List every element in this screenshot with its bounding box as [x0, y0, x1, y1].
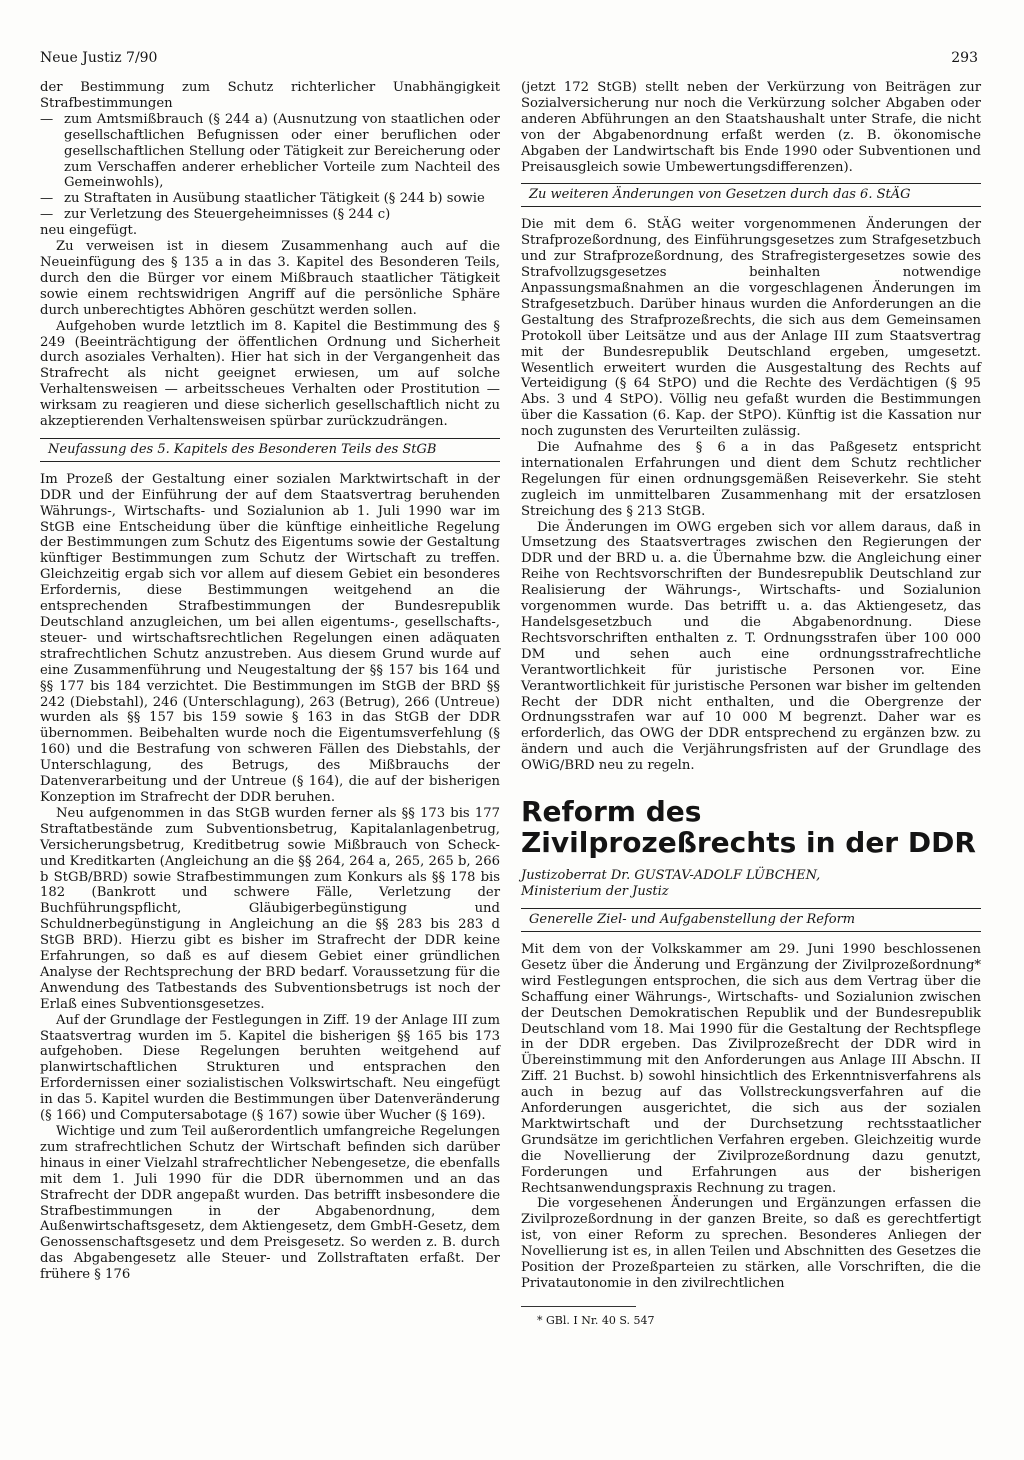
paragraph: Die Änderungen im OWG ergeben sich vor allem daraus, daß in Umsetzung des Staatsvertrages zwischen den Regierungen der DDR und der BRD u. a. die Übernahme bzw. die Angleichung einer Reihe von Rechtsvorschriften der Bundesrepublik Deutschland zur Realisierung der Währungs-, Wirtschafts- und Sozialunion vorgenommen wurde. Das betrifft u. a. das Aktiengesetz, das Handelsgesetzbuch und die Abgabenordnung. Diese Rechtsvorschriften enthalten z. T. Ordnungsstrafen über 100 000 DM und sehen auch eine ordnungsstrafrechtliche Verantwortlichkeit für juristische Personen vor. Eine Verantwortlichkeit für juristische Personen war bisher im geltenden Recht der DDR nicht enthalten, und die Obergrenze der Ordnungsstrafen war auf 10 000 M begrenzt. Daher war es erforderlich, das OWG der DDR entsprechend zu ergänzen bzw. zu ändern und auch die Verjährungsfristen auf der Grundlage des OWiG/BRD neu zu regeln. — [521, 519, 981, 774]
list-item: — zur Verletzung des Steuergeheimnisses (§ 244 c) — [40, 207, 500, 223]
paragraph: Die vorgesehenen Änderungen und Ergänzungen erfassen die Zivilprozeßordnung in der ganzen Breite, so daß es gerechtfertigt ist, von einer Reform zu sprechen. Besonderes Anliegen der Novellierung ist es, in allen Teilen und Abschnitten des Gesetzes die Position der Prozeßparteien zu stärken, alle Vorschriften, die die Privatautonomie in den zivilrechtlichen — [521, 1196, 981, 1291]
footnote: * GBl. I Nr. 40 S. 547 — [537, 1313, 655, 1327]
paragraph: (jetzt 172 StGB) stellt neben der Verkürzung von Beiträgen zur Sozialversicherung nur noch die Verkürzung solcher Abgaben oder anderen Abführungen an den Staatshaushalt unter Strafe, die nicht von der Abgabenordnung erfaßt werden (z. B. ökonomische Abgaben der Landwirtschaft bis Ende 1990 oder Subventionen und Preisausgleich sowie Umbewertungsdifferenzen). — [521, 80, 981, 175]
paragraph: Wichtige und zum Teil außerordentlich umfangreiche Regelungen zum strafrechtlichen Schutz der Wirtschaft befinden sich darüber hinaus in einer Vielzahl strafrechtlicher Nebengesetze, die ebenfalls mit dem 1. Juli 1990 für die DDR übernommen und an das Strafrecht der DDR angepaßt wurden. Das betrifft insbesondere die Strafbestimmungen in der Abgabenordnung, dem Außenwirtschaftsgesetz, dem Aktiengesetz, dem GmbH-Gesetz, dem Genossenschaftsgesetz und dem Preisgesetz. So werden z. B. durch das Abgabengesetz alle Steuer- und Zollstraftaten erfaßt. Der frühere § 176 — [40, 1124, 500, 1283]
paragraph: neu eingefügt. — [40, 223, 138, 239]
paragraph: Mit dem von der Volkskammer am 29. Juni 1990 beschlossenen Gesetz über die Änderung und Ergänzung der Zivilprozeßordnung* wird Festlegungen entsprochen, die sich aus dem Vertrag über die Schaffung einer Währungs-, Wirtschafts- und Sozialunion zwischen der Deutschen Demokratischen Republik und der Bundesrepublik Deutschland vom 18. Mai 1990 für die Gestaltung der Rechtspflege in der DDR ergeben. Das Zivilprozeßrecht der DDR wird in Übereinstimmung mit den Anforderungen aus Anlage III Abschn. II Ziff. 21 Buchst. b) sowohl hinsichtlich des Erkenntnisverfahrens als auch in bezug auf das Vollstreckungsverfahren auf die Anforderungen ausgerichtet, die sich aus der sozialen Marktwirtschaft und der Durchsetzung rechtsstaatlicher Grundsätze im gerichtlichen Verfahren ergeben. Gleichzeitig wurde die Novellierung der Zivilprozeßordnung dazu genutzt, Forderungen und Erfahrungen aus der bisherigen Rechtsanwendungspraxis Rechnung zu tragen. — [521, 941, 981, 1196]
section-subheading: Neufassung des 5. Kapitels des Besonderen Teils des StGB — [40, 438, 500, 462]
left-column — [40, 80, 500, 1283]
paragraph: Aufgehoben wurde letztlich im 8. Kapitel die Bestimmung des § 249 (Beeinträchtigung der öffentlichen Ordnung und Sicherheit durch asoziales Verhalten). Hier hat sich in der Vergangenheit das Strafrecht als nicht geeignet erwiesen, um auf solche Verhaltensweisen — arbeitsscheues Verhalten oder Prostitution — wirksam zu reagieren und diese sicherlich gesellschaftlich nicht zu akzeptierenden Verhaltensweisen spürbar zurückzudrängen. — [40, 318, 500, 430]
section-subheading: Generelle Ziel- und Aufgabenstellung der Reform — [521, 908, 981, 932]
author-affiliation: Ministerium der Justiz — [521, 884, 669, 900]
paragraph: Im Prozeß der Gestaltung einer sozialen Marktwirtschaft in der DDR und der Einführung der auf dem Staatsvertrag beruhenden Währungs-, Wirtschafts- und Sozialunion ab 1. Juli 1990 war im StGB eine Entscheidung über die künftige einheitliche Regelung der Bestimmungen zum Schutz des Eigentums sowie der Gestaltung künftiger Bestimmungen zum Schutz der Wirtschaft zu treffen. Gleichzeitig ergab sich vor allem auf diesem Gebiet ein besonderes Erfordernis, diese Bestimmungen weitgehend an die entsprechenden Strafbestimmungen der Bundesrepublik Deutschland anzugleichen, um bei allen eigentums-, gesellschafts-, steuer- und wirtschaftsrechtlichen Regelungen einen adäquaten strafrechtlichen Schutz anzustreben. Aus diesem Grund wurde auf eine Zusammenführung und Neugestaltung der §§ 157 bis 164 und §§ 177 bis 184 verzichtet. Die Bestimmungen im StGB der BRD §§ 242 (Diebstahl), 246 (Unterschlagung), 263 (Betrug), 266 (Untreue) wurden als §§ 157 bis 159 sowie § 163 in das StGB der DDR übernommen. Beibehalten wurde noch die Eigentumsverfehlung (§ 160) und die Bestrafung von schweren Fällen des Diebstahls, der Unterschlagung, des Betrugs, des Mißbrauchs der Datenverarbeitung und der Untreue (§ 164), die auf der bisherigen Konzeption im Strafrecht der DDR beruhen. — [40, 471, 500, 805]
offense-list — [40, 112, 500, 223]
section-subheading: Zu weiteren Änderungen von Gesetzen durch das 6. StÄG — [521, 183, 981, 207]
list-item: — zu Straftaten in Ausübung staatlicher Tätigkeit (§ 244 b) sowie — [40, 191, 500, 207]
paragraph: Die Aufnahme des § 6 a in das Paßgesetz entspricht internationalen Erfahrungen und dient dem Schutz rechtlicher Regelungen für einen ordnungsgemäßen Reiseverkehr. Sie steht zugleich im unmittelbaren Zusammenhang mit der ersatzlosen Streichung des § 213 StGB. — [521, 440, 981, 519]
journal-issue: Neue Justiz 7/90 — [40, 50, 158, 66]
paragraph: Auf der Grundlage der Festlegungen in Ziff. 19 der Anlage III zum Staatsvertrag wurden im 5. Kapitel die bisherigen §§ 165 bis 173 aufgehoben. Diese Regelungen beruhten weitgehend auf planwirtschaftlichen Strukturen und entsprachen den Erfordernissen einer sozialistischen Volkswirtschaft. Neu eingefügt in das 5. Kapitel wurden die Bestimmungen über Datenveränderung (§ 166) und Computersabotage (§ 167) sowie über Wucher (§ 169). — [40, 1012, 500, 1124]
page-header — [40, 50, 984, 70]
paragraph: der Bestimmung zum Schutz richterlicher Unabhängigkeit Strafbestimmungen — [40, 80, 500, 111]
paragraph: Die mit dem 6. StÄG weiter vorgenommenen Änderungen der Strafprozeßordnung, des Einführungsgesetzes zum Strafgesetzbuch und zur Strafprozeßordnung, des Strafregistergesetzes sowie des Strafvollzugsgesetzes beinhalten notwendige Anpassungsmaßnahmen an die vorgeschlagenen Änderungen im Strafgesetzbuch. Darüber hinaus wurden die Anforderungen an die Gestaltung des Strafprozeßrechts, die sich aus dem Gemeinsamen Protokoll über Leitsätze und aus der Anlage III zum Staatsvertrag mit der Bundesrepublik Deutschland ergeben, umgesetzt. Wesentlich erweitert wurden die Ausgestaltung des Rechts auf Verteidigung (§ 64 StPO) und die Rechte des Verdächtigen (§ 95 Abs. 3 und 4 StPO). Völlig neu gefaßt wurden die Bestimmungen über die Kassation (6. Kap. der StPO). Künftig ist die Kassation nur noch zugunsten des Verurteilten zulässig. — [521, 217, 981, 440]
paragraph: Neu aufgenommen in das StGB wurden ferner als §§ 173 bis 177 Straftatbestände zum Subventionsbetrug, Kapitalanlagenbetrug, Versicherungsbetrug, Kreditbetrug sowie Mißbrauch von Scheck- und Kreditkarten (Angleichung an die §§ 264, 264 a, 265, 265 b, 266 b StGB/BRD) sowie Strafbestimmungen zum Konkurs als §§ 178 bis 182 (Bankrott und schwere Fälle, Verletzung der Buchführungspflicht, Gläubigerbegünstigung und Schuldnerbegünstigung in Angleichung an die §§ 283 bis 283 d StGB BRD). Hierzu gibt es bisher im Strafrecht der DDR keine Erfahrungen, so daß es auf diesem Gebiet einer gründlichen Analyse der Rechtsprechung der BRD bedarf. Voraussetzung für die Anwendung des Tatbestands des Subventionsbetrugs ist noch der Erlaß eines Subventionsgesetzes. — [40, 805, 500, 1012]
page-number: 293 — [951, 50, 978, 66]
list-item: — zum Amtsmißbrauch (§ 244 a) (Ausnutzung von staatlichen oder gesellschaftlichen Befugnissen oder einer beruflichen oder gesellschaftlichen Stellung oder Tätigkeit zur Bereicherung oder zum Verschaffen anderer erheblicher Vorteile zum Nachteil des Gemeinwohls), — [40, 112, 500, 192]
author-name: Justizoberrat Dr. GUSTAV-ADOLF LÜBCHEN, — [521, 868, 821, 884]
right-column — [521, 80, 981, 1329]
footnote-divider — [521, 1306, 636, 1307]
article-title: Reform des Zivilprozeßrechts in der DDR — [521, 795, 976, 860]
paragraph: Zu verweisen ist in diesem Zusammenhang auch auf die Neueinfügung des § 135 a in das 3. Kapitel des Besonderen Teils, durch den die Bürger vor einem Mißbrauch staatlicher Tätigkeit sowie einem rechtswidrigen Angriff auf die persönliche Sphäre durch unberechtigtes Abhören geschützt werden sollen. — [40, 239, 500, 318]
